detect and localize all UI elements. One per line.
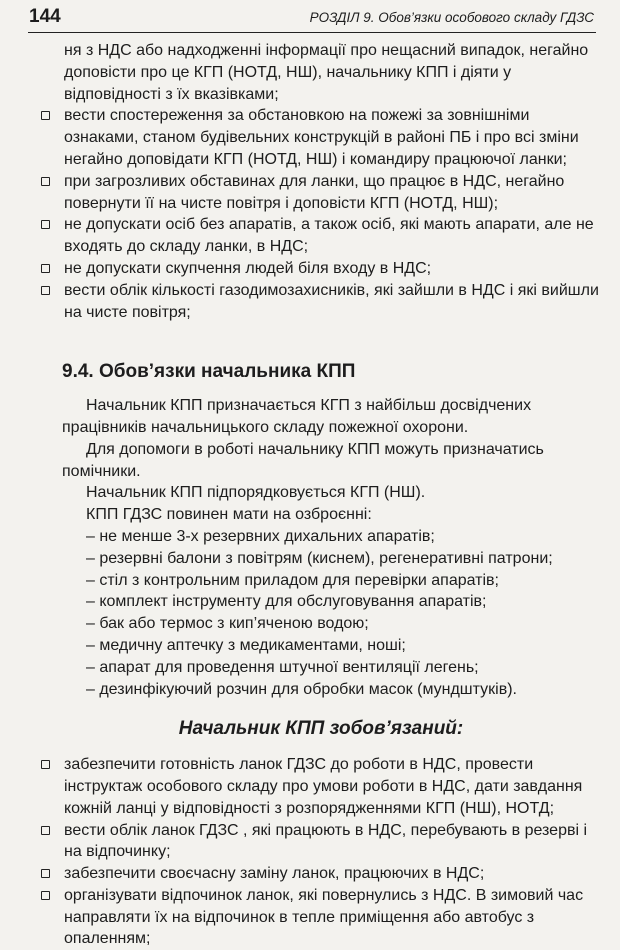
equipment-item: – не менше 3-х резервних дихальних апаратів; — [86, 527, 435, 545]
checkbox-bullet-icon — [41, 869, 50, 878]
equipment-item: – апарат для проведення штучної вентиляції легень; — [86, 658, 479, 676]
list-item — [40, 105, 602, 170]
list-item — [40, 171, 602, 215]
list-item — [40, 258, 602, 280]
equipment-list — [40, 526, 602, 700]
list-item-text: не допускати осіб без апаратів, а також осіб, які мають апарати, але не входять до складу ланки, в НДС; — [64, 216, 594, 256]
equipment-item: – бак або термос з кип’яченою водою; — [86, 615, 369, 633]
equipment-item: – резервні балони з повітрям (киснем), регенеративні патрони; — [86, 549, 553, 567]
list-item-text: організувати відпочинок ланок, які повернулись з НДС. В зимовий час направляти їх на відпочинок в тепле приміщення або автобус з опаленням; — [64, 886, 584, 948]
list-item-text: не допускати скупчення людей біля входу в НДС; — [64, 259, 432, 277]
list-item — [40, 214, 602, 258]
list-item-text: вести облік кількості газодимозахисників, які зайшли в НДС і які вийшли на чисте повітря; — [64, 281, 599, 321]
duties-heading: Начальник КПП зобов’язаний: — [178, 718, 464, 740]
checkbox-bullet-icon — [41, 177, 50, 186]
list-item-text: вести спостереження за обстановкою на пожежі за зовнішніми ознаками, станом будівельних конструкцій в районі ПБ і про всі зміни негайно доповідати КГП (НОТД, НШ) і командиру працюючої ланки; — [64, 107, 579, 168]
section-title: 9.4. Обов’язки начальника КПП — [62, 361, 356, 383]
checkbox-bullet-icon — [41, 286, 50, 295]
checkbox-bullet-icon — [41, 891, 50, 900]
list-item — [40, 280, 602, 324]
header-rule — [28, 32, 596, 33]
checkbox-bullet-icon — [41, 111, 50, 120]
list-item — [40, 820, 602, 864]
bullet-list-top — [40, 105, 602, 323]
page-body — [40, 40, 602, 950]
duties-list — [40, 754, 602, 950]
equipment-item: – дезинфікуючий розчин для обробки масок (мундштуків). — [86, 680, 517, 698]
equipment-item: – стіл з контрольним приладом для перевірки апаратів; — [86, 571, 499, 589]
page-header — [0, 0, 620, 34]
list-item — [40, 863, 602, 885]
checkbox-bullet-icon — [41, 264, 50, 273]
page-number: 144 — [29, 6, 61, 27]
list-item — [40, 885, 602, 950]
paragraph: КПП ГДЗС повинен мати на озброєнні: — [86, 506, 372, 524]
running-title: РОЗДІЛ 9. Обов’язки особового складу ГДЗС — [309, 10, 594, 25]
continuation-text: ня з НДС або надходженні інформації про нещасний випадок, негайно доповісти про це КГП (НОТД, НШ), начальнику КПП і діяти у відповідності з їх вказівками; — [64, 42, 589, 103]
list-item — [40, 754, 602, 819]
list-item-text: забезпечити своєчасну заміну ланок, працюючих в НДС; — [64, 865, 485, 883]
list-item-text: забезпечити готовність ланок ГДЗС до роботи в НДС, провести інструктаж особового складу про умови роботи в НДС, дати завдання кожній ланці у відповідності з розпорядженнями КГП (НШ), НОТД; — [64, 756, 583, 817]
checkbox-bullet-icon — [41, 760, 50, 769]
checkbox-bullet-icon — [41, 220, 50, 229]
equipment-item: – комплект інструменту для обслуговування апаратів; — [86, 593, 487, 611]
paragraph: Для допомоги в роботі начальнику КПП можуть призначатись помічники. — [62, 440, 544, 480]
checkbox-bullet-icon — [41, 826, 50, 835]
equipment-item: – медичну аптечку з медикаментами, ноші; — [86, 636, 406, 654]
paragraph: Начальник КПП призначається КГП з найбільш досвідчених працівників начальницького складу пожежної охорони. — [62, 397, 532, 436]
paragraph: Начальник КПП підпорядковується КГП (НШ). — [86, 484, 426, 502]
list-item-text: при загрозливих обставинах для ланки, що працює в НДС, негайно повернути її на чисте повітря і доповісти КГП (НОТД, НШ); — [64, 172, 565, 212]
list-item-text: вести облік ланок ГДЗС , які працюють в НДС, перебувають в резерві і на відпочинку; — [64, 821, 588, 861]
